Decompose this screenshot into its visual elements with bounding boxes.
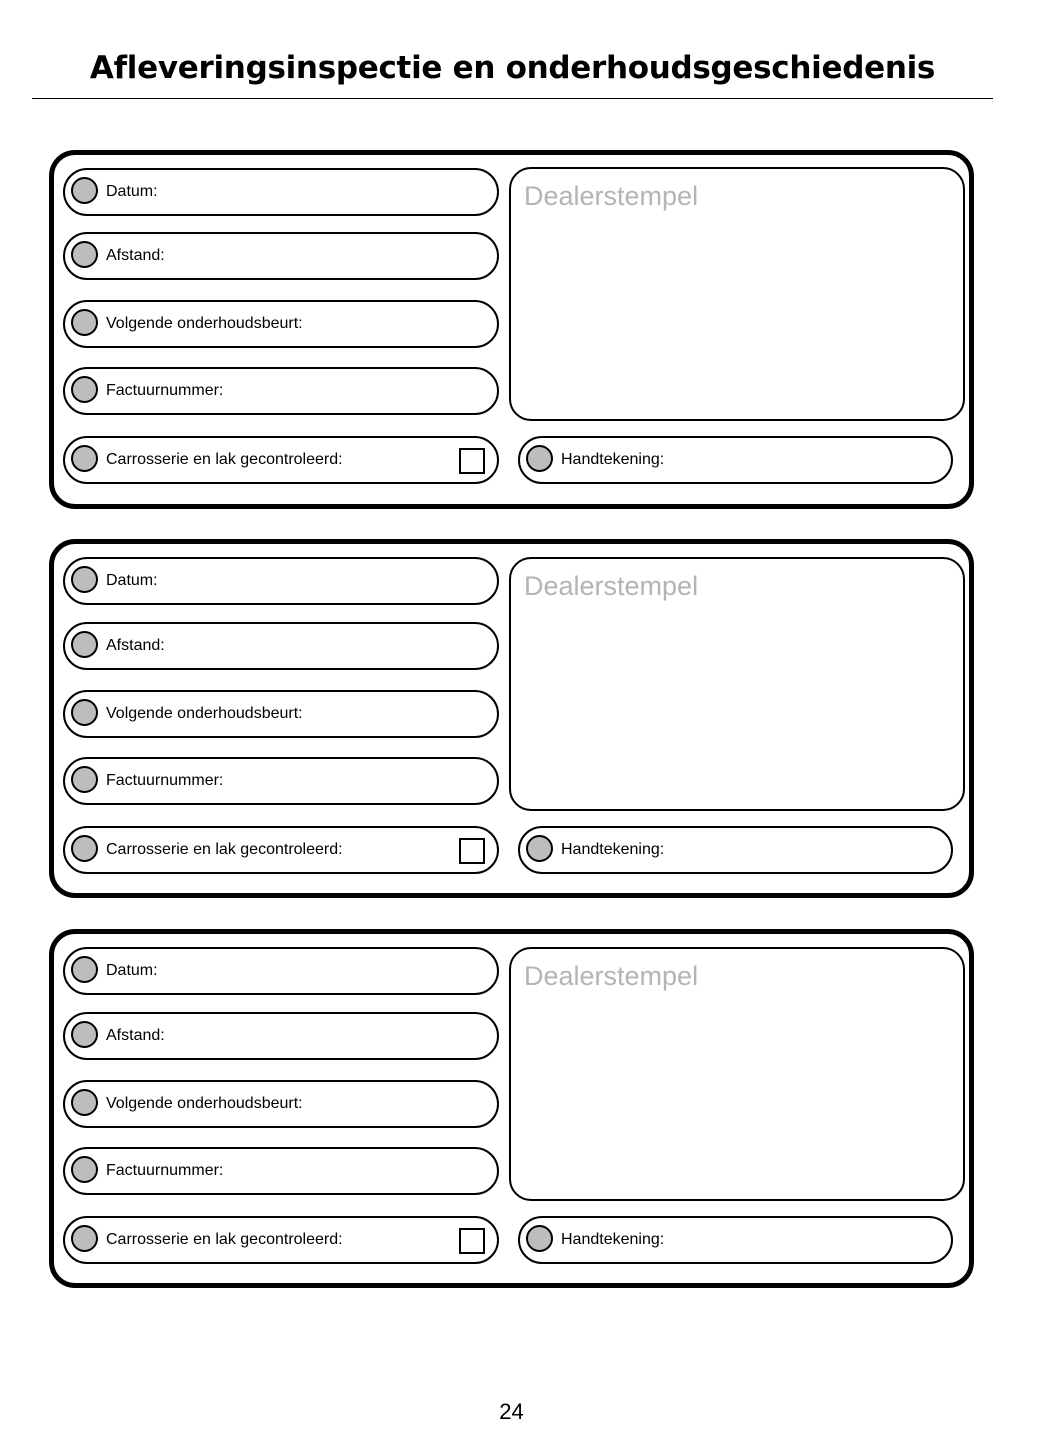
date-field[interactable] (63, 168, 499, 216)
body-paint-check-label: Carrosserie en lak gecontroleerd: (106, 1231, 343, 1248)
date-field[interactable] (63, 557, 499, 605)
dealer-stamp-box (509, 947, 965, 1201)
bullet-icon (71, 445, 98, 472)
next-service-field[interactable] (63, 1080, 499, 1128)
page-title: Afleveringsinspectie en onderhoudsgeschiedenis (89, 50, 936, 86)
service-record-card-3 (49, 929, 974, 1288)
dealer-stamp-label: Dealerstempel (524, 961, 699, 991)
bullet-icon (71, 835, 98, 862)
invoice-number-field[interactable] (63, 757, 499, 805)
dealer-stamp-label: Dealerstempel (524, 571, 699, 601)
bullet-icon (526, 1225, 553, 1252)
bullet-icon (71, 376, 98, 403)
body-paint-checkbox[interactable] (459, 1228, 485, 1254)
bullet-icon (71, 309, 98, 336)
bullet-icon (71, 956, 98, 983)
distance-field[interactable] (63, 232, 499, 280)
bullet-icon (71, 631, 98, 658)
bullet-icon (71, 1156, 98, 1183)
bullet-icon (71, 1089, 98, 1116)
signature-field[interactable] (518, 826, 953, 874)
invoice-number-field[interactable] (63, 1147, 499, 1195)
next-service-label: Volgende onderhoudsbeurt: (106, 315, 303, 332)
date-label: Datum: (106, 572, 158, 589)
next-service-field[interactable] (63, 300, 499, 348)
distance-field[interactable] (63, 622, 499, 670)
next-service-field[interactable] (63, 690, 499, 738)
signature-label: Handtekening: (561, 841, 665, 858)
date-label: Datum: (106, 962, 158, 979)
bullet-icon (71, 177, 98, 204)
page-number: 24 (499, 1399, 524, 1424)
date-field[interactable] (63, 947, 499, 995)
bullet-icon (526, 835, 553, 862)
next-service-label: Volgende onderhoudsbeurt: (106, 705, 303, 722)
invoice-number-label: Factuurnummer: (106, 1162, 224, 1179)
service-record-card-1 (49, 150, 974, 509)
body-paint-checkbox[interactable] (459, 448, 485, 474)
body-paint-check-label: Carrosserie en lak gecontroleerd: (106, 451, 343, 468)
distance-label: Afstand: (106, 247, 165, 264)
body-paint-check-field (63, 436, 499, 484)
signature-label: Handtekening: (561, 1231, 665, 1248)
bullet-icon (71, 241, 98, 268)
signature-label: Handtekening: (561, 451, 665, 468)
bullet-icon (71, 699, 98, 726)
date-label: Datum: (106, 183, 158, 200)
body-paint-check-field (63, 826, 499, 874)
invoice-number-label: Factuurnummer: (106, 382, 224, 399)
bullet-icon (71, 566, 98, 593)
bullet-icon (71, 1021, 98, 1048)
title-divider (32, 98, 993, 99)
dealer-stamp-box (509, 167, 965, 421)
distance-label: Afstand: (106, 1027, 165, 1044)
body-paint-check-label: Carrosserie en lak gecontroleerd: (106, 841, 343, 858)
signature-field[interactable] (518, 1216, 953, 1264)
distance-label: Afstand: (106, 637, 165, 654)
next-service-label: Volgende onderhoudsbeurt: (106, 1095, 303, 1112)
body-paint-check-field (63, 1216, 499, 1264)
dealer-stamp-label: Dealerstempel (524, 181, 699, 211)
distance-field[interactable] (63, 1012, 499, 1060)
body-paint-checkbox[interactable] (459, 838, 485, 864)
invoice-number-label: Factuurnummer: (106, 772, 224, 789)
invoice-number-field[interactable] (63, 367, 499, 415)
bullet-icon (526, 445, 553, 472)
dealer-stamp-box (509, 557, 965, 811)
service-record-card-2 (49, 539, 974, 898)
bullet-icon (71, 1225, 98, 1252)
signature-field[interactable] (518, 436, 953, 484)
bullet-icon (71, 766, 98, 793)
